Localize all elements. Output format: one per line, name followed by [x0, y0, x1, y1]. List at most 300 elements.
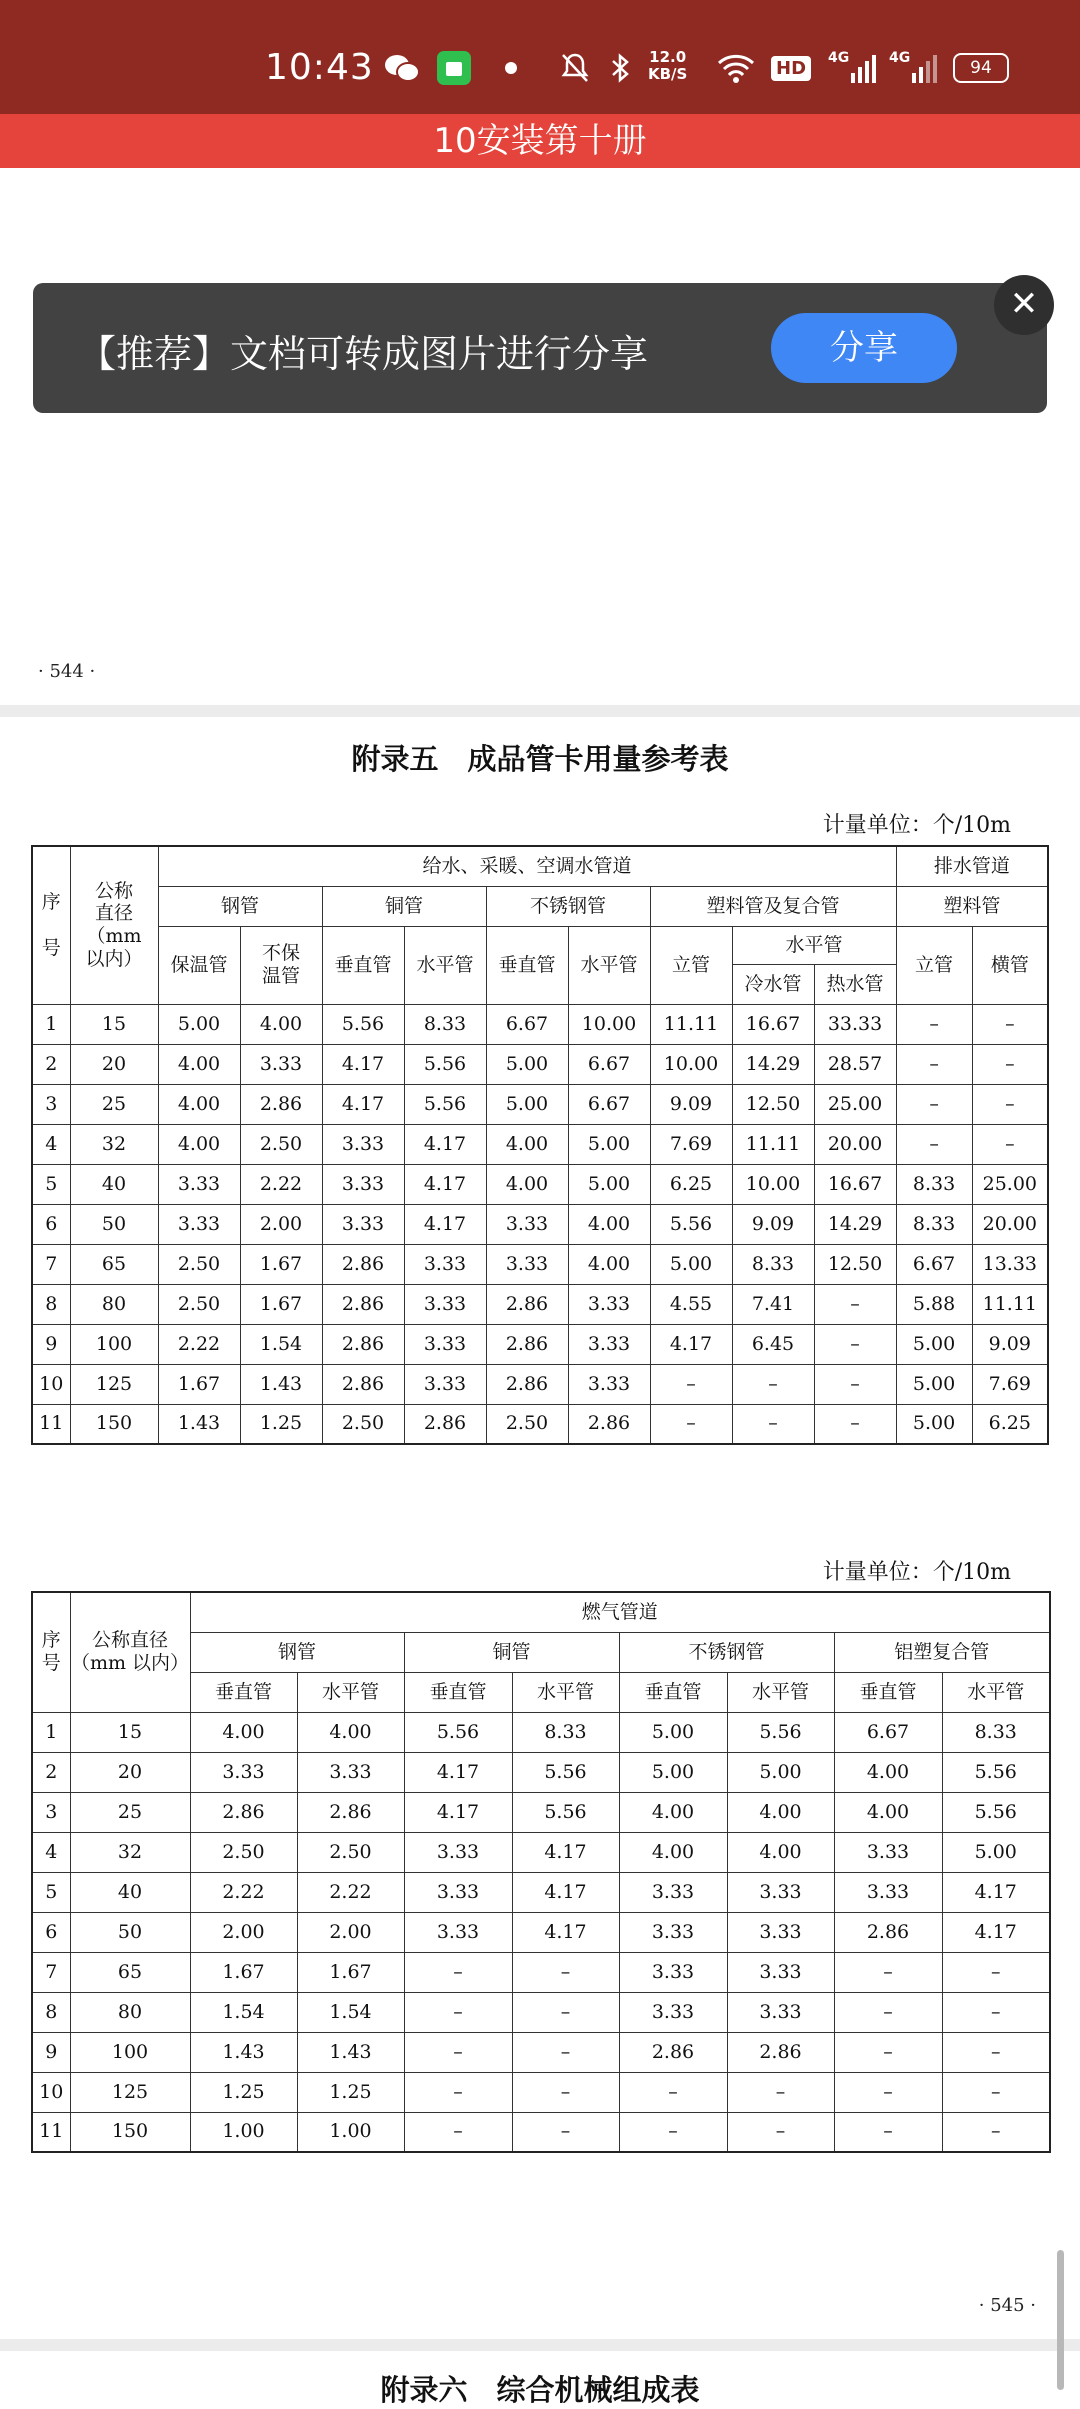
table-cell: 2.50: [322, 1404, 404, 1444]
net-speed: 12.0 KB/S: [648, 48, 688, 83]
table-cell: 5.56: [512, 1752, 619, 1792]
table-cell: 8.33: [896, 1164, 972, 1204]
table-cell: 2.86: [486, 1324, 568, 1364]
table-row: [32, 1752, 1050, 1792]
table-cell: 3.33: [322, 1164, 404, 1204]
table-cell: 2.86: [619, 2032, 727, 2072]
table-cell: 4.17: [512, 1872, 619, 1912]
table-cell: 8.33: [896, 1204, 972, 1244]
header-steel: 钢管: [158, 886, 322, 926]
table-cell: 1.67: [158, 1364, 240, 1404]
table-cell: 4.17: [650, 1324, 732, 1364]
table-cell: 100: [70, 1324, 158, 1364]
header-gas: 燃气管道: [190, 1592, 1050, 1632]
table-cell: 4.55: [650, 1284, 732, 1324]
header-horizontal: 水平管: [404, 926, 486, 1004]
table-row: [32, 1912, 1050, 1952]
table-cell: –: [732, 1404, 814, 1444]
pipe-clamp-table-gas: [31, 1591, 1051, 2153]
table-row: [32, 1404, 1048, 1444]
table-cell: 2.86: [486, 1284, 568, 1324]
table-cell: 5.00: [486, 1084, 568, 1124]
table-cell: 6.45: [732, 1324, 814, 1364]
table-cell: 5.56: [404, 1712, 512, 1752]
scrollbar[interactable]: [1057, 2250, 1064, 2390]
table-cell: 6.67: [834, 1712, 942, 1752]
table-cell: –: [512, 2072, 619, 2112]
table-cell: 6.67: [896, 1244, 972, 1284]
table-cell: 4.00: [619, 1832, 727, 1872]
table-cell: –: [942, 2032, 1050, 2072]
table-cell: 3.33: [486, 1244, 568, 1284]
page-number: · 545 ·: [978, 2295, 1036, 2316]
table-cell: –: [619, 2072, 727, 2112]
table-cell: –: [512, 2032, 619, 2072]
table-cell: 4.17: [512, 1912, 619, 1952]
table-cell: –: [814, 1284, 896, 1324]
table-cell: –: [814, 1324, 896, 1364]
pipe-clamp-table-water: [31, 845, 1049, 1445]
table-cell: 11: [32, 2112, 70, 2152]
header-vertical: 垂直管: [322, 926, 404, 1004]
table-cell: 2.86: [322, 1324, 404, 1364]
table-cell: –: [896, 1004, 972, 1044]
table-cell: 3.33: [727, 1992, 834, 2032]
table-cell: –: [942, 2072, 1050, 2112]
table-cell: 3.33: [727, 1952, 834, 1992]
table-cell: 50: [70, 1912, 190, 1952]
table-row: [32, 1084, 1048, 1124]
table-cell: 5.00: [568, 1164, 650, 1204]
table-cell: 40: [70, 1164, 158, 1204]
table-cell: 9.09: [972, 1324, 1048, 1364]
table-row: [32, 1164, 1048, 1204]
table-cell: –: [814, 1404, 896, 1444]
table-cell: 4.17: [322, 1044, 404, 1084]
header-plastic-composite: 塑料管及复合管: [650, 886, 896, 926]
table-cell: 1: [32, 1004, 70, 1044]
table-cell: 20.00: [972, 1204, 1048, 1244]
table-cell: 32: [70, 1124, 158, 1164]
table-cell: 4.00: [158, 1044, 240, 1084]
table-cell: 25: [70, 1084, 158, 1124]
table-cell: –: [896, 1084, 972, 1124]
header-steel: 钢管: [190, 1632, 404, 1672]
table-cell: 3.33: [322, 1124, 404, 1164]
table-cell: 9: [32, 2032, 70, 2072]
table-cell: 125: [70, 2072, 190, 2112]
table-cell: 1.25: [297, 2072, 404, 2112]
battery-level: 94: [953, 53, 1009, 83]
share-banner-text: 【推荐】文档可转成图片进行分享: [78, 332, 649, 376]
header-drain-riser: 立管: [896, 926, 972, 1004]
table-cell: 11.11: [650, 1004, 732, 1044]
table-cell: 3: [32, 1792, 70, 1832]
share-banner: [33, 283, 1047, 413]
table-cell: 1.00: [190, 2112, 297, 2152]
table-cell: –: [404, 2072, 512, 2112]
table-cell: 10.00: [568, 1004, 650, 1044]
table-cell: –: [404, 1952, 512, 1992]
table-cell: 3.33: [834, 1832, 942, 1872]
header-horizontal: 水平管: [727, 1672, 834, 1712]
table-cell: 10: [32, 2072, 70, 2112]
table-cell: 2.50: [297, 1832, 404, 1872]
table-cell: –: [942, 2112, 1050, 2152]
table-cell: 3.33: [240, 1044, 322, 1084]
table-cell: 11.11: [972, 1284, 1048, 1324]
table-cell: 2.50: [190, 1832, 297, 1872]
table-cell: 5.56: [942, 1752, 1050, 1792]
table-cell: 65: [70, 1952, 190, 1992]
table-cell: 4.00: [297, 1712, 404, 1752]
table-cell: 5: [32, 1872, 70, 1912]
table-cell: 3.33: [404, 1872, 512, 1912]
table-cell: 16.67: [814, 1164, 896, 1204]
table-row: [32, 1044, 1048, 1084]
table-cell: 3.33: [486, 1204, 568, 1244]
table-cell: 4.00: [240, 1004, 322, 1044]
table-cell: 6.67: [568, 1084, 650, 1124]
table-cell: –: [834, 2032, 942, 2072]
table-cell: 5.56: [404, 1084, 486, 1124]
header-riser: 立管: [650, 926, 732, 1004]
wifi-icon: [716, 50, 756, 86]
table-cell: 1.00: [297, 2112, 404, 2152]
table-cell: 4.17: [404, 1164, 486, 1204]
table-cell: 3.33: [404, 1912, 512, 1952]
table-cell: 3.33: [404, 1324, 486, 1364]
table-cell: –: [972, 1004, 1048, 1044]
header-vertical: 垂直管: [619, 1672, 727, 1712]
table-cell: 5.00: [650, 1244, 732, 1284]
header-vertical: 垂直管: [190, 1672, 297, 1712]
signal-label: 4G: [828, 50, 850, 66]
table-cell: 12.50: [814, 1244, 896, 1284]
table-cell: 14.29: [732, 1044, 814, 1084]
header-insulated: 保温管: [158, 926, 240, 1004]
table-cell: 2.86: [568, 1404, 650, 1444]
table-cell: 5.00: [942, 1832, 1050, 1872]
header-drain: 排水管道: [896, 846, 1048, 886]
table-cell: –: [972, 1084, 1048, 1124]
table-row: [32, 1792, 1050, 1832]
table-cell: 2: [32, 1752, 70, 1792]
table-cell: 6: [32, 1204, 70, 1244]
table-cell: 2.86: [322, 1364, 404, 1404]
table-cell: 9: [32, 1324, 70, 1364]
table-cell: 8.33: [512, 1712, 619, 1752]
table-cell: 2.86: [240, 1084, 322, 1124]
table-cell: 9.09: [732, 1204, 814, 1244]
table-cell: 100: [70, 2032, 190, 2072]
table-cell: 11.11: [732, 1124, 814, 1164]
table-cell: 1: [32, 1712, 70, 1752]
table-cell: 3: [32, 1084, 70, 1124]
table-cell: 8: [32, 1992, 70, 2032]
table-cell: –: [404, 2032, 512, 2072]
header-vertical: 垂直管: [486, 926, 568, 1004]
table-cell: –: [834, 2072, 942, 2112]
table-cell: 13.33: [972, 1244, 1048, 1284]
table-cell: 3.33: [568, 1364, 650, 1404]
table-cell: 5.00: [619, 1712, 727, 1752]
table-cell: 3.33: [404, 1284, 486, 1324]
table-cell: 4.00: [727, 1832, 834, 1872]
table-cell: 150: [70, 1404, 158, 1444]
table-cell: 3.33: [834, 1872, 942, 1912]
table-cell: 5.00: [568, 1124, 650, 1164]
table-cell: 5: [32, 1164, 70, 1204]
table-cell: 3.33: [158, 1164, 240, 1204]
table-cell: 50: [70, 1204, 158, 1244]
table-cell: 4.00: [568, 1244, 650, 1284]
table-cell: 4.17: [404, 1124, 486, 1164]
header-cold: 冷水管: [732, 964, 814, 1004]
table-cell: 1.54: [240, 1324, 322, 1364]
header-vertical: 垂直管: [834, 1672, 942, 1712]
table-cell: 5.56: [942, 1792, 1050, 1832]
table-cell: –: [650, 1364, 732, 1404]
table-row: [32, 1364, 1048, 1404]
table-row: [32, 1712, 1050, 1752]
mute-bell-icon: [560, 50, 590, 86]
table-cell: 16.67: [732, 1004, 814, 1044]
bluetooth-icon: [609, 50, 631, 86]
table-cell: –: [619, 2112, 727, 2152]
table-cell: 6.25: [650, 1164, 732, 1204]
table-cell: 80: [70, 1284, 158, 1324]
table-cell: 1.25: [190, 2072, 297, 2112]
table-cell: 4.17: [404, 1792, 512, 1832]
table-cell: 4.00: [834, 1792, 942, 1832]
table-cell: 1.43: [158, 1404, 240, 1444]
table-cell: –: [512, 1992, 619, 2032]
table-cell: 4.17: [404, 1204, 486, 1244]
table-row: [32, 1204, 1048, 1244]
table-cell: 1.25: [240, 1404, 322, 1444]
table-cell: 2.86: [834, 1912, 942, 1952]
table-cell: 3.33: [190, 1752, 297, 1792]
table-cell: 15: [70, 1712, 190, 1752]
table-cell: 4.17: [512, 1832, 619, 1872]
header-stainless: 不锈钢管: [486, 886, 650, 926]
table-cell: 4.00: [727, 1792, 834, 1832]
header-copper: 铜管: [322, 886, 486, 926]
table-row: [32, 1872, 1050, 1912]
table-cell: 5.56: [512, 1792, 619, 1832]
header-diameter: 公称直径 （mm 以内）: [70, 1592, 190, 1712]
appendix-title: 附录六 综合机械组成表: [380, 2373, 700, 2407]
table-cell: –: [727, 2112, 834, 2152]
table-cell: 4: [32, 1832, 70, 1872]
signal-label: 4G: [889, 50, 911, 66]
table-cell: 1.67: [297, 1952, 404, 1992]
table-cell: 5.56: [404, 1044, 486, 1084]
table-cell: –: [834, 2112, 942, 2152]
header-drain-horizontal: 横管: [972, 926, 1048, 1004]
table-cell: 10: [32, 1364, 70, 1404]
table-cell: 3.33: [619, 1952, 727, 1992]
table-cell: 5.00: [619, 1752, 727, 1792]
signal-icon: [828, 50, 877, 86]
header-horizontal-pipe: 水平管: [732, 926, 896, 964]
table-cell: –: [814, 1364, 896, 1404]
table-cell: 4.00: [568, 1204, 650, 1244]
table-cell: 8.33: [942, 1712, 1050, 1752]
table-cell: –: [512, 1952, 619, 1992]
hd-label: HD: [771, 56, 811, 81]
table-cell: 5.56: [322, 1004, 404, 1044]
table-cell: 3.33: [568, 1324, 650, 1364]
table-cell: 2.50: [158, 1284, 240, 1324]
table-row: [32, 1124, 1048, 1164]
table-cell: 2.86: [486, 1364, 568, 1404]
table-cell: 3.33: [619, 1992, 727, 2032]
table-cell: 2.22: [297, 1872, 404, 1912]
table-cell: 4.00: [158, 1084, 240, 1124]
table-row: [32, 2032, 1050, 2072]
app-icon: [436, 50, 472, 86]
header-uninsulated: 不保 温管: [240, 926, 322, 1004]
header-seq: 序 号: [32, 1592, 70, 1712]
table-cell: 14.29: [814, 1204, 896, 1244]
page-separator: [0, 2339, 1080, 2351]
page-separator: [0, 705, 1080, 717]
table-cell: 1.54: [190, 1992, 297, 2032]
table-cell: 8.33: [404, 1004, 486, 1044]
table-cell: 3.33: [297, 1752, 404, 1792]
document-title: 10安装第十册: [0, 114, 1080, 168]
table-cell: 2.00: [190, 1912, 297, 1952]
hd-icon: [771, 50, 811, 86]
table-cell: 7: [32, 1244, 70, 1284]
table-cell: –: [732, 1364, 814, 1404]
table-cell: 5.00: [896, 1324, 972, 1364]
table-cell: 2.22: [190, 1872, 297, 1912]
header-plastic: 塑料管: [896, 886, 1048, 926]
table-cell: 25.00: [972, 1164, 1048, 1204]
table-row: [32, 1952, 1050, 1992]
table-cell: 2.00: [240, 1204, 322, 1244]
table-row: [32, 1992, 1050, 2032]
table-cell: 2.86: [727, 2032, 834, 2072]
table-cell: 7.41: [732, 1284, 814, 1324]
table-cell: 2.86: [297, 1792, 404, 1832]
table-row: [32, 1244, 1048, 1284]
table-cell: 3.33: [322, 1204, 404, 1244]
table-cell: 15: [70, 1004, 158, 1044]
table-cell: 5.00: [486, 1044, 568, 1084]
table-cell: 1.43: [240, 1364, 322, 1404]
table-cell: –: [896, 1124, 972, 1164]
table-cell: –: [972, 1044, 1048, 1084]
table-cell: 5.00: [727, 1752, 834, 1792]
status-bar: [0, 0, 1080, 114]
table-cell: 2.50: [240, 1124, 322, 1164]
table-cell: 5.56: [727, 1712, 834, 1752]
table-cell: 3.33: [404, 1364, 486, 1404]
close-icon: ✕: [1009, 284, 1039, 324]
table-cell: –: [834, 1992, 942, 2032]
header-seq: 序 号: [32, 846, 70, 1004]
table-cell: 8: [32, 1284, 70, 1324]
table-cell: 1.67: [190, 1952, 297, 1992]
table-cell: 6.25: [972, 1404, 1048, 1444]
header-stainless: 不锈钢管: [619, 1632, 834, 1672]
table-cell: 5.88: [896, 1284, 972, 1324]
table-cell: 4.00: [834, 1752, 942, 1792]
header-copper: 铜管: [404, 1632, 619, 1672]
table-cell: –: [404, 2112, 512, 2152]
table-cell: 65: [70, 1244, 158, 1284]
table-cell: 80: [70, 1992, 190, 2032]
table-cell: 2.22: [240, 1164, 322, 1204]
table-cell: 4.17: [322, 1084, 404, 1124]
share-button[interactable]: 分享: [771, 313, 957, 383]
close-banner-button[interactable]: [994, 275, 1054, 335]
table-row: [32, 2112, 1050, 2152]
table-cell: 1.54: [297, 1992, 404, 2032]
table-cell: 5.00: [896, 1364, 972, 1404]
table-row: [32, 1284, 1048, 1324]
table-cell: 3.33: [727, 1912, 834, 1952]
table-cell: –: [942, 1952, 1050, 1992]
table-row: [32, 1004, 1048, 1044]
table-cell: 1.67: [240, 1244, 322, 1284]
table-cell: 2: [32, 1044, 70, 1084]
table-cell: 1.67: [240, 1284, 322, 1324]
battery-icon: [953, 50, 1009, 86]
header-horizontal: 水平管: [297, 1672, 404, 1712]
table-cell: 20.00: [814, 1124, 896, 1164]
table-cell: 12.50: [732, 1084, 814, 1124]
table-cell: 2.00: [297, 1912, 404, 1952]
page-number: · 544 ·: [38, 661, 96, 682]
table-cell: –: [834, 1952, 942, 1992]
table-cell: –: [896, 1044, 972, 1084]
table-cell: 4.17: [942, 1872, 1050, 1912]
table-cell: 4.17: [942, 1912, 1050, 1952]
table-cell: –: [512, 2112, 619, 2152]
table-cell: 3.33: [404, 1832, 512, 1872]
table-cell: 32: [70, 1832, 190, 1872]
table-cell: 7.69: [972, 1364, 1048, 1404]
table-cell: 2.22: [158, 1324, 240, 1364]
table-cell: 4.17: [404, 1752, 512, 1792]
table-cell: 2.86: [190, 1792, 297, 1832]
header-diameter: 公称 直径 （mm 以内）: [70, 846, 158, 1004]
table-cell: 6: [32, 1912, 70, 1952]
table-cell: 3.33: [619, 1872, 727, 1912]
table-cell: 10.00: [732, 1164, 814, 1204]
header-horizontal: 水平管: [942, 1672, 1050, 1712]
table-cell: 5.00: [896, 1404, 972, 1444]
table-cell: 25: [70, 1792, 190, 1832]
table-cell: 20: [70, 1752, 190, 1792]
table-cell: 9.09: [650, 1084, 732, 1124]
wechat-icon: [384, 50, 420, 86]
table-cell: 11: [32, 1404, 70, 1444]
signal-icon: [889, 50, 938, 86]
header-horizontal: 水平管: [512, 1672, 619, 1712]
table-cell: 33.33: [814, 1004, 896, 1044]
table-cell: 3.33: [568, 1284, 650, 1324]
table-cell: 4.00: [190, 1712, 297, 1752]
table-cell: 20: [70, 1044, 158, 1084]
unit-label: 计量单位：个/10m: [822, 1560, 1011, 1585]
status-time: 10:43: [265, 47, 374, 88]
